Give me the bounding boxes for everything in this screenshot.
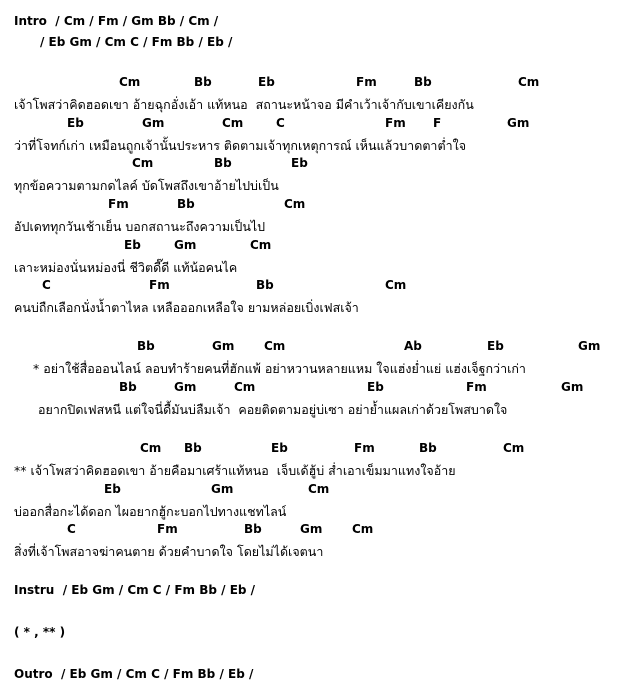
lyric-line: ** เจ้าโพสว่าคิดฮอดเขา อ้ายคือมาเศร้าแท้หนอ เจ็บเด้ฮู้บ่ ส่ำเอาเข็มมาแทงใจอ้าย bbox=[14, 463, 456, 478]
chord: Cm bbox=[119, 75, 141, 89]
chord: Cm bbox=[518, 75, 540, 89]
chord: Eb bbox=[291, 156, 308, 170]
chord: Cm bbox=[308, 482, 330, 496]
chord: Cm bbox=[234, 380, 256, 394]
chord: Gm bbox=[300, 522, 323, 536]
chord: Cm bbox=[140, 441, 162, 455]
chord: Cm bbox=[222, 116, 244, 130]
chord: F bbox=[433, 116, 442, 130]
chord: Eb bbox=[258, 75, 275, 89]
lyric-line: ทุกข้อความตามกดไลค์ บัดโพสถึงเขาอ้ายไปบ่เป็น bbox=[14, 178, 279, 193]
chord: Fm bbox=[108, 197, 129, 211]
chord-line bbox=[0, 197, 620, 217]
chord: Gm bbox=[142, 116, 165, 130]
chord: Bb bbox=[119, 380, 137, 394]
chord: Cm bbox=[132, 156, 154, 170]
intro-line-2: / Eb Gm / Cm C / Fm Bb / Eb / bbox=[40, 35, 233, 49]
chord: Fm bbox=[149, 278, 170, 292]
lyric-line: เลาะหม่องนั่นหม่องนี่ ชีวิตดี๊ดี แท้น้อคนไค bbox=[14, 260, 238, 275]
chord-line bbox=[0, 156, 620, 176]
chord: Fm bbox=[354, 441, 375, 455]
chord: Fm bbox=[157, 522, 178, 536]
chord: Bb bbox=[244, 522, 262, 536]
lyric-line: อัปเดททุกวันเช้าเย็น บอกสถานะถึงความเป็นไป bbox=[14, 219, 266, 234]
lyric-line: * อย่าใช้สื่อออนไลน์ ลอบทำร้ายคนที่ฮักแพ้ อย่าหวานหลายแหม ใจแฮ่งย่ำแย่ แฮ่งเจ็ฐกว่าเก่า bbox=[33, 361, 526, 376]
lyric-line: อยากปิดเฟสหนี แต่ใจนี่ดื้มันบ่ลืมเจ้า คอยติดตามอยู่บ่เซา อย่าย้ำแผลเก่าด้วยโพสบาดใจ bbox=[38, 402, 508, 417]
lyric-line: บ่ออกสื่อกะได้ดอก ไผอยากฮู้กะบอกไปทางแชทไลน์ bbox=[14, 504, 287, 519]
chord: Bb bbox=[137, 339, 155, 353]
lyric-line: ว่าที่โจทก์เก่า เหมือนถูกเจ้านั้นประหาร ติดตามเจ้าทุกเหตุการณ์ เห็นแล้วบาดตาต่ำใจ bbox=[14, 138, 467, 153]
chord: Bb bbox=[184, 441, 202, 455]
intro-line-1: Intro / Cm / Fm / Gm Bb / Cm / bbox=[14, 14, 219, 28]
lyric-line: เจ้าโพสว่าคิดฮอดเขา อ้ายฉุกอั่งเอ้า แท้หนอ สถานะหน้าจอ มีคำเว้าเจ้ากับเขาเคียงกัน bbox=[14, 97, 474, 112]
chord: Eb bbox=[367, 380, 384, 394]
chord: Fm bbox=[356, 75, 377, 89]
chord: Bb bbox=[419, 441, 437, 455]
chord: C bbox=[42, 278, 51, 292]
chord-line bbox=[0, 522, 620, 542]
chord: Gm bbox=[174, 380, 197, 394]
chord: Fm bbox=[385, 116, 406, 130]
chord: C bbox=[67, 522, 76, 536]
chord-line bbox=[0, 380, 620, 400]
chord: Ab bbox=[404, 339, 422, 353]
chord: Cm bbox=[250, 238, 272, 252]
lyric-line: คนบ่ถืกเลือกนั่งน้ำตาไหล เหลือออกเหลือใจ ยามหล่อยเบิ่งเฟสเจ้า bbox=[14, 300, 359, 315]
chord: Bb bbox=[414, 75, 432, 89]
chord-line bbox=[0, 339, 620, 359]
chord: Eb bbox=[124, 238, 141, 252]
chord: Gm bbox=[507, 116, 530, 130]
chord: Fm bbox=[466, 380, 487, 394]
chord: Bb bbox=[256, 278, 274, 292]
lyric-line: สิ่งที่เจ้าโพสอาจฆ่าคนตาย ด้วยคำบาดใจ โดยไม่ได้เจตนา bbox=[14, 544, 324, 559]
chord: Gm bbox=[174, 238, 197, 252]
chord: Gm bbox=[211, 482, 234, 496]
chord-line bbox=[0, 278, 620, 298]
chord: Gm bbox=[578, 339, 601, 353]
repeat-marker: ( * , ** ) bbox=[14, 625, 66, 639]
chord: Bb bbox=[177, 197, 195, 211]
chord: Cm bbox=[264, 339, 286, 353]
outro-line: Outro / Eb Gm / Cm C / Fm Bb / Eb / bbox=[14, 667, 254, 681]
instru-line: Instru / Eb Gm / Cm C / Fm Bb / Eb / bbox=[14, 583, 256, 597]
chord: Eb bbox=[104, 482, 121, 496]
chord: Gm bbox=[212, 339, 235, 353]
chord-line bbox=[0, 75, 620, 95]
chord-line bbox=[0, 441, 620, 461]
chord: Bb bbox=[214, 156, 232, 170]
chord-line bbox=[0, 238, 620, 258]
chord: Cm bbox=[503, 441, 525, 455]
chord: Cm bbox=[284, 197, 306, 211]
chord: Eb bbox=[271, 441, 288, 455]
chord: Eb bbox=[487, 339, 504, 353]
chord-line bbox=[0, 116, 620, 136]
chord: Bb bbox=[194, 75, 212, 89]
chord: Eb bbox=[67, 116, 84, 130]
chord: Gm bbox=[561, 380, 584, 394]
chord-line bbox=[0, 482, 620, 502]
chord: Cm bbox=[385, 278, 407, 292]
chord: Cm bbox=[352, 522, 374, 536]
chord: C bbox=[276, 116, 285, 130]
